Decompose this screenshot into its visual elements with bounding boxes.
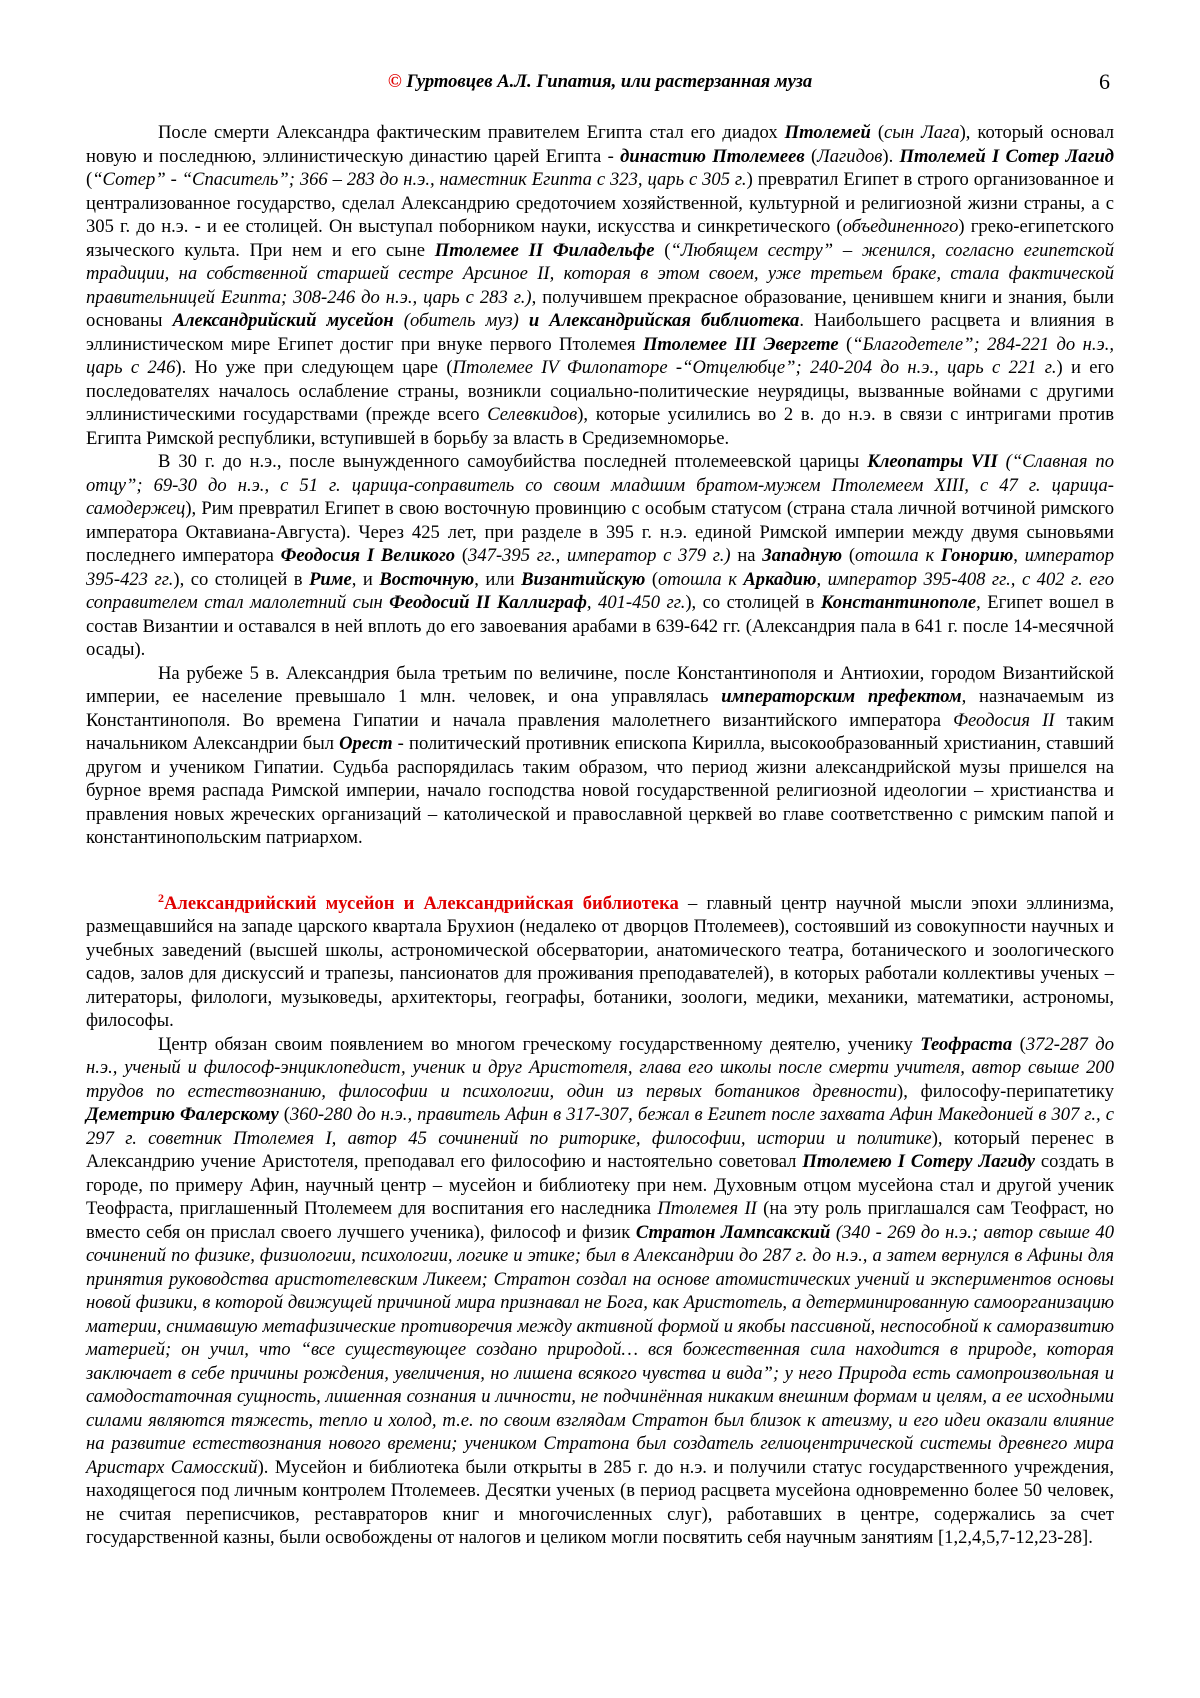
text-run: На рубеже 5 в. Александрия была третьим по величине, после Константинополя и Антиохии, городом Византийской империи, ее население превышало 1 млн. человек, и она управлялась — [86, 662, 1114, 707]
italic-run: Феодосия II — [953, 709, 1055, 731]
emphasis-run: Феодосий II Каллиграф — [389, 592, 587, 613]
italic-run: объединенного — [842, 216, 959, 237]
text-run: на — [730, 545, 763, 566]
italic-run: (обитель муз) — [393, 310, 529, 331]
emphasis-run: Птолемее II Филадельфе — [434, 239, 655, 261]
emphasis-run: Птолемею I Сотеру Лагиду — [802, 1151, 1035, 1172]
text-run: , получившем прекрасное образование, ценившем книги и знания, были основаны — [86, 286, 1114, 331]
italic-run: “Любящем сестру” – женился, согласно египетской традиции, на собственной старшей сестре Арсиное II, которая в этом своем, уже третьем браке, стала фактической правительницей Египта; 308-246 до н.э., царь с 283 г.) — [86, 239, 1115, 308]
text-run: , — [1013, 545, 1025, 566]
italic-run: император 395-408 гг., с 402 г. его соправителем стал малолетний сын — [86, 568, 1114, 613]
italic-run: Селевкидов — [487, 404, 578, 425]
text-run: ( — [838, 333, 853, 355]
italic-run: отошла к — [658, 568, 744, 590]
emphasis-run: Восточную — [379, 568, 475, 590]
text-run: ) превратил Египет в строго организованное и централизованное государство, сделал Александрию средоточием хозяйственной, культурной и религиозной жизни страны, а с 305 г. до н.э. - и ее столицей. Он выступал поборником науки, искусства и синкретического ( — [86, 169, 1115, 237]
running-header — [0, 70, 1200, 96]
emphasis-run: Птолемее III Эвергете — [642, 333, 839, 355]
text-run: ( — [870, 122, 885, 143]
emphasis-run: Теофраста — [920, 1033, 1013, 1055]
italic-run: Лагидов — [817, 145, 883, 167]
text-run: , — [816, 568, 828, 590]
page-number: 6 — [1099, 69, 1110, 94]
text-run: После смерти Александра фактическим правителем Египта стал его диадох — [158, 122, 785, 143]
emphasis-run: Риме — [309, 568, 352, 590]
text-run: ( — [86, 169, 93, 190]
text-run: таким начальником Александрии был — [86, 709, 1114, 754]
text-run: В 30 г. до н.э., после вынужденного самоубийства последней птолемеевской царицы — [158, 451, 868, 472]
paragraph — [86, 121, 1114, 450]
header-title-text: Гуртовцев А.Л. Гипатия, или растерзанная муза — [406, 71, 813, 92]
footnote-paragraph — [86, 1033, 1114, 1550]
text-run: ( — [455, 545, 469, 566]
text-run: ), философу-перипатетику — [897, 1080, 1114, 1102]
text-run: ). Но уже при следующем царе ( — [175, 357, 453, 378]
paragraph — [86, 662, 1114, 850]
emphasis-run: императорским префектом — [721, 686, 962, 707]
emphasis-run: Александрийский мусейон — [172, 310, 394, 331]
text-run: ) греко-египетского языческого культа. При нем и его сыне — [86, 216, 1114, 261]
text-run: ( — [278, 1104, 290, 1125]
emphasis-run: Гонорию — [940, 545, 1014, 566]
text-run: ( — [842, 545, 856, 566]
text-run: создать в городе, по примеру Афин, научный центр – мусейон и библиотеку при нем. Духовным отцом мусейона стал и другой ученик Теофраста, приглашенный Птолемеем для воспитания его наследника — [86, 1151, 1114, 1219]
text-run: ). Мусейон и библиотека были открыты в 285 г. до н.э. и получили статус государственного учреждения, находящегося под личным контролем Птолемеев. Десятки ученых (в период расцвета мусейона одновременно более 50 человек, не считая переписчиков, реставраторов книг и многочисленных слуг), работавших в центре, содержались за счет государственной казны, были освобождены от налогов и целиком могли посвятить себя научным занятиям [1,2,4,5,7-12,23-28]. — [86, 1456, 1114, 1548]
section-divider — [86, 850, 1114, 887]
footnote-paragraph — [86, 887, 1114, 1033]
text-run: ( — [645, 568, 659, 590]
emphasis-run: Константинополе — [820, 592, 977, 613]
text-run: ( — [654, 239, 671, 261]
copyright-sign: © — [387, 71, 402, 92]
emphasis-run: и Александрийская библиотека — [528, 310, 800, 331]
emphasis-run: Западную — [762, 545, 843, 566]
italic-run: император 395-423 гг. — [86, 545, 1115, 590]
text-run: ), со столицей в — [685, 592, 821, 613]
text-run: (на эту роль приглашался сам Теофраст, но вместо себя он прислал своего лучшего ученика), философ и физик — [86, 1198, 1114, 1243]
text-run: ). — [882, 145, 900, 167]
text-run: ( — [1012, 1033, 1026, 1055]
italic-run: Птолемея II — [657, 1198, 757, 1219]
italic-run: 360-280 до н.э., правитель Афин в 317-307, бежал в Египет после захвата Афин Македонией в 307 г., с 297 г. советник Птолемея I, автор 45 сочинений по риторике, философии, истории и политике — [86, 1104, 1114, 1149]
italic-run: (340 - 269 до н.э.; автор свыше 40 сочинений по физике, физиологии, психологии, логике и этике; был в Александрии до 287 г. до н.э., а затем вернулся в Афины для принятия руководства аристотелевским Ликеем; Стратон создал на основе атомистических учений и экспериментов основы новой физики, в которой движущей причиной мира признавал не Бога, как Аристотель, а детерминированную самоорганизацию материи, снимавшую метафизические противоречия между активной формой и якобы пассивной, неспособной к саморазвитию материей; он учил, что “все существующее создано природой… вся божественная сила находится в природе, которая заключает в себе причины рождения, увеличения, но лишена всякого чувства и вида”; у него Природа есть самопроизвольная и самодостаточная сущность, лишенная сознания и личности, не подчинённая никаким внешним формам и целям, а ее исходными силами являются тяжесть, тепло и холод, т.е. по своим взглядам Стратон был близок к атеизму, и его идеи оказали влияние на развитие естествознания нового времени; учеником Стратона был создатель гелиоцентрической системы древнего мира Аристарх Самосский — [86, 1221, 1115, 1478]
emphasis-run: Стратон Лампсакский — [635, 1221, 831, 1243]
text-run: , назначаемым из Константинополя. Во времена Гипатии и начала правления малолетнего византийского императора — [86, 686, 1114, 731]
header-title — [0, 70, 1200, 94]
italic-run: , 401-450 гг. — [586, 592, 686, 613]
italic-run: 372-287 до н.э., ученый и философ-энциклопедист, ученик и друг Аристотеля, глава его школы после смерти учителя, автор свыше 200 трудов по естествознанию, философии и психологии, один из первых ботаников древности — [86, 1033, 1115, 1102]
italic-run: 347-395 гг., император с 379 г.) — [468, 545, 731, 566]
footnote-mark: 2 — [158, 890, 164, 905]
paragraph — [86, 450, 1114, 662]
text-run: ( — [804, 145, 818, 167]
text-run: ), со столицей в — [173, 568, 310, 590]
italic-run: “Благодетеле”; 284-221 до н.э., царь с 246 — [86, 333, 1114, 378]
text-run: , Египет вошел в состав Византии и оставался в ней вплоть до его завоевания арабами в 639-642 гг. (Александрия пала в 641 г. после 14-месячной осады). — [86, 592, 1114, 660]
text-run: ), которые усилились во 2 в. до н.э. в связи с интригами против Египта Римской республики, вступившей в борьбу за власть в Средиземноморье. — [86, 404, 1114, 449]
italic-run: сын Лага — [884, 122, 960, 143]
text-run: , или — [474, 568, 522, 590]
text-run: ), который основал новую и последнюю, эллинистическую династию царей Египта - — [86, 122, 1114, 167]
emphasis-run: династию Птолемеев — [620, 145, 805, 167]
text-run: ), который перенес в Александрию учение Аристотеля, преподавал его философию и настоятельно советовал — [86, 1127, 1114, 1172]
text-run: – главный центр научной мысли эпохи эллинизма, размещавшийся на западе царского квартала Брухион (недалеко от дворцов Птолемеев), состоявший из совокупности научных и учебных заведений (высшей школы, астрономической обсерватории, анатомического театра, ботанического и зоологического садов, залов для дискуссий и трапезы, пансионатов для проживания преподавателей), в которых работали коллективы ученых – литераторы, филологи, музыковеды, архитекторы, географы, ботаники, зоологи, медики, механики, математики, астрономы, философы. — [86, 892, 1114, 1031]
emphasis-run: Деметрию Фалерскому — [86, 1104, 279, 1125]
emphasis-run: Клеопатры VII — [867, 451, 998, 472]
text-run: . Наибольшего расцвета и влияния в эллинистическом мире Египет достиг при внуке первого Птолемея — [86, 310, 1115, 355]
text-run: , и — [351, 568, 380, 590]
text-run: Центр обязан своим появлением во многом греческому государственному деятелю, ученику — [158, 1033, 921, 1055]
emphasis-run: Византийскую — [521, 568, 646, 590]
emphasis-run: Птолемей — [784, 122, 871, 143]
emphasis-run: Орест — [339, 733, 393, 754]
italic-run: “Сотер” - “Спаситель”; 366 – 283 до н.э., наместник Египта с 323, царь с 305 г. — [92, 169, 747, 190]
emphasis-run: Аркадию — [743, 568, 817, 590]
emphasis-run: Феодосия I Великого — [280, 545, 456, 566]
text-run: - политический противник епископа Кирилла, высокообразованный христианин, ставший другом и учеником Гипатии. Судьба распорядилась таким образом, что период жизни александрийской музы пришелся на бурное время распада Римской империи, начало господства новой государственной религиозной идеологии – христианства и правления новых жреческих организаций – католической и православной церквей во главе соответственно с римским папой и константинопольским патриархом. — [86, 733, 1115, 848]
emphasis-run: Птолемей I Сотер Лагид — [899, 145, 1115, 167]
text-run: ), Рим превратил Египет в свою восточную провинцию с особым статусом (страна стала личной вотчиной римского императора Октавиана-Августа). Через 425 лет, при разделе в 395 г. н.э. единой Римской империи между двумя сыновьями последнего императора — [86, 498, 1114, 566]
text-run: ) и его последователях началось ослабление страны, возникли социально-политические неурядицы, вызванные войнами с другими эллинистическими государствами (прежде всего — [86, 357, 1114, 425]
italic-run: отошла к — [855, 545, 941, 566]
italic-run: Птолемее IV Филопаторе -“Отцелюбце”; 240-204 до н.э., царь с 221 г. — [452, 357, 1057, 378]
footnote-title: Александрийский мусейон и Александрийская библиотека — [164, 892, 679, 914]
italic-run: (“Славная по отцу”; 69-30 до н.э., с 51 г. царица-соправитель со своим младшим братом-мужем Птолемеем XIII, с 47 г. царица-самодержец — [86, 451, 1114, 519]
document-body — [86, 121, 1114, 1550]
